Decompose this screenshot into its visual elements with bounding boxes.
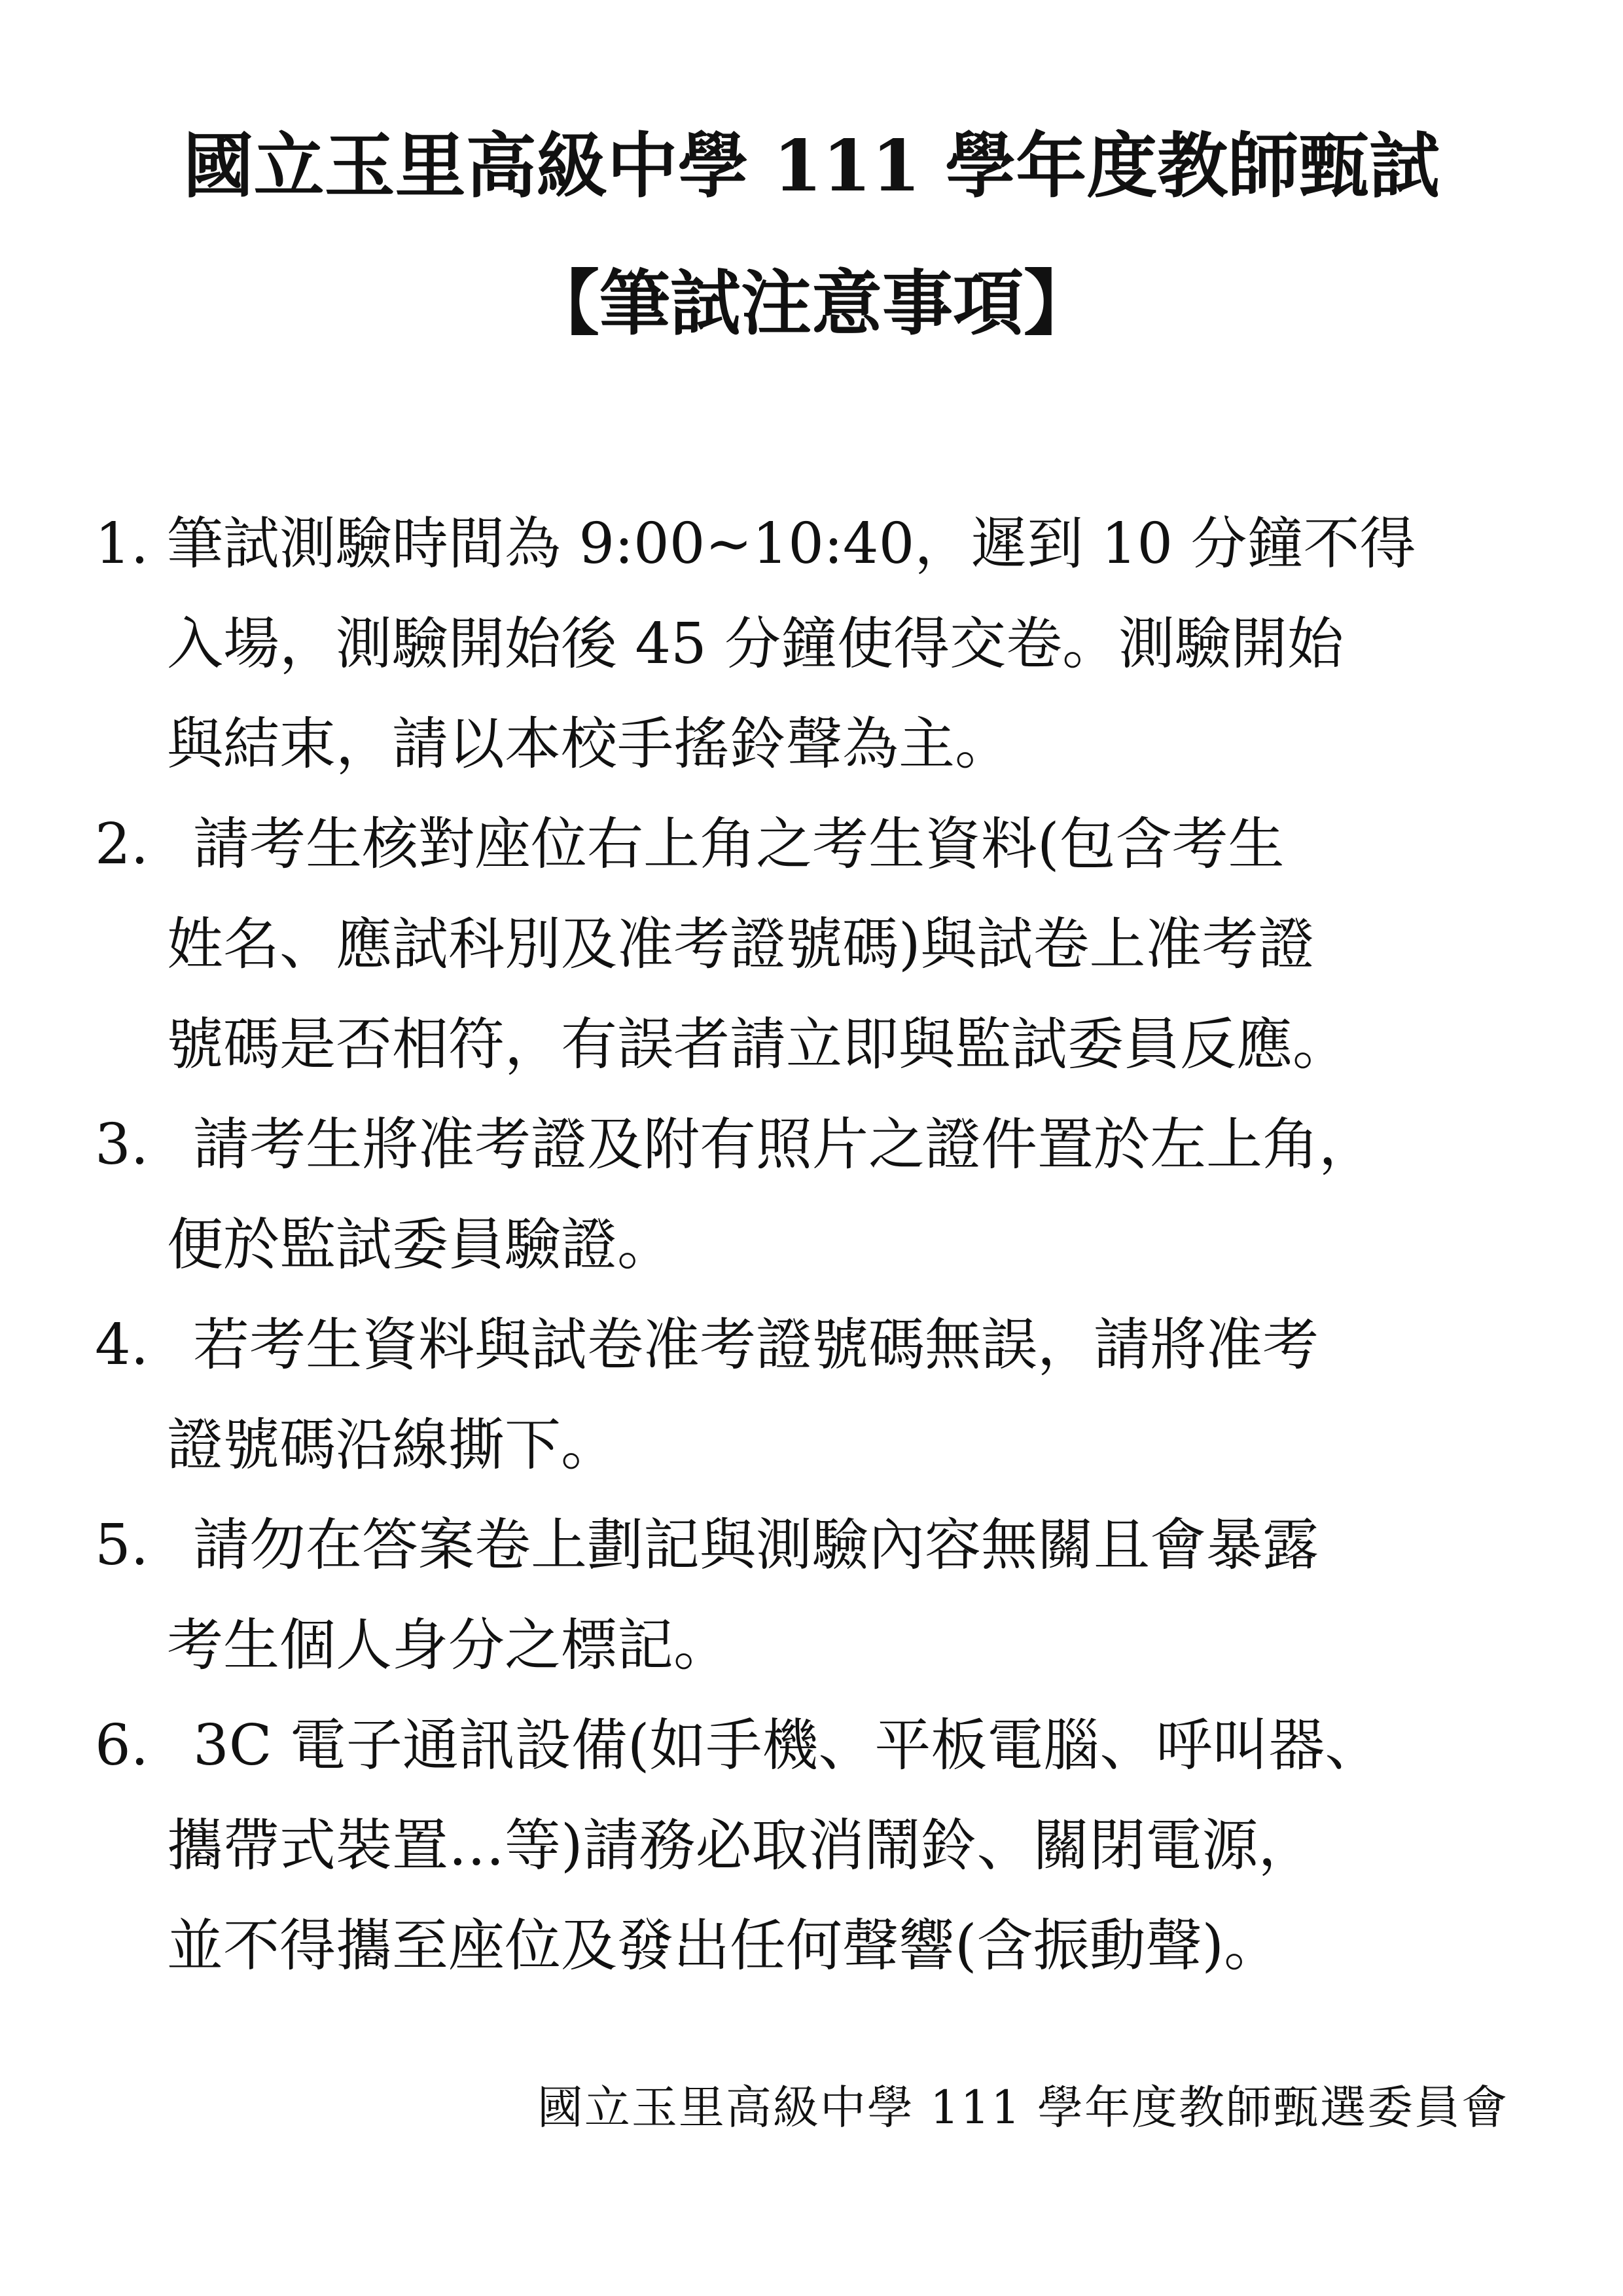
instruction-line: 筆試測驗時間為 9:00~10:40，遲到 10 分鐘不得 xyxy=(167,511,1416,577)
instruction-line: 3C 電子通訊設備(如手機、平板電腦、呼叫器、 xyxy=(193,1713,1382,1778)
instruction-line: 請考生將准考證及附有照片之證件置於左上角， xyxy=(193,1112,1375,1177)
instruction-line: 請考生核對座位右上角之考生資料(包含考生 xyxy=(193,812,1285,877)
instruction-item-1 xyxy=(95,494,1554,795)
instruction-item-3 xyxy=(95,1095,1554,1295)
instruction-item-4 xyxy=(95,1295,1554,1496)
instruction-number: 1. xyxy=(95,511,149,577)
instruction-line: 請勿在答案卷上劃記與測驗內容無關且會暴露 xyxy=(193,1513,1319,1578)
instruction-line: 入場，測驗開始後 45 分鐘使得交卷。測驗開始 xyxy=(167,611,1344,677)
instruction-line: 號碼是否相符，有誤者請立即與監試委員反應。 xyxy=(167,1012,1349,1077)
instruction-item-5 xyxy=(95,1496,1554,1696)
instruction-number: 3. xyxy=(95,1112,149,1177)
instruction-line: 證號碼沿線撕下。 xyxy=(167,1412,617,1478)
document-subtitle: 【筆試注意事項】 xyxy=(528,262,1094,345)
instruction-number: 5. xyxy=(95,1513,149,1578)
instruction-line: 考生個人身分之標記。 xyxy=(167,1613,730,1678)
instruction-item-6 xyxy=(95,1696,1554,1996)
document-title: 國立玉里高級中學 111 學年度教師甄試 xyxy=(183,125,1440,207)
instruction-line: 攜帶式裝置…等)請務必取消鬧鈴、關閉電源， xyxy=(167,1813,1315,1878)
instruction-line: 便於監試委員驗證。 xyxy=(167,1212,673,1278)
issuer-signature: 國立玉里高級中學 111 學年度教師甄選委員會 xyxy=(537,2081,1508,2134)
instruction-number: 4. xyxy=(95,1312,149,1378)
instruction-item-2 xyxy=(95,795,1554,1095)
instruction-line: 姓名、應試科別及准考證號碼)與試卷上准考證 xyxy=(167,912,1315,977)
instruction-number: 6. xyxy=(95,1713,149,1778)
instruction-line: 若考生資料與試卷准考證號碼無誤，請將准考 xyxy=(193,1312,1319,1378)
instruction-line: 並不得攜至座位及發出任何聲響(含振動聲)。 xyxy=(167,1913,1281,1979)
instruction-list xyxy=(95,494,1554,1996)
instruction-line: 與結束，請以本校手搖鈴聲為主。 xyxy=(167,711,1011,777)
instruction-number: 2. xyxy=(95,812,149,877)
